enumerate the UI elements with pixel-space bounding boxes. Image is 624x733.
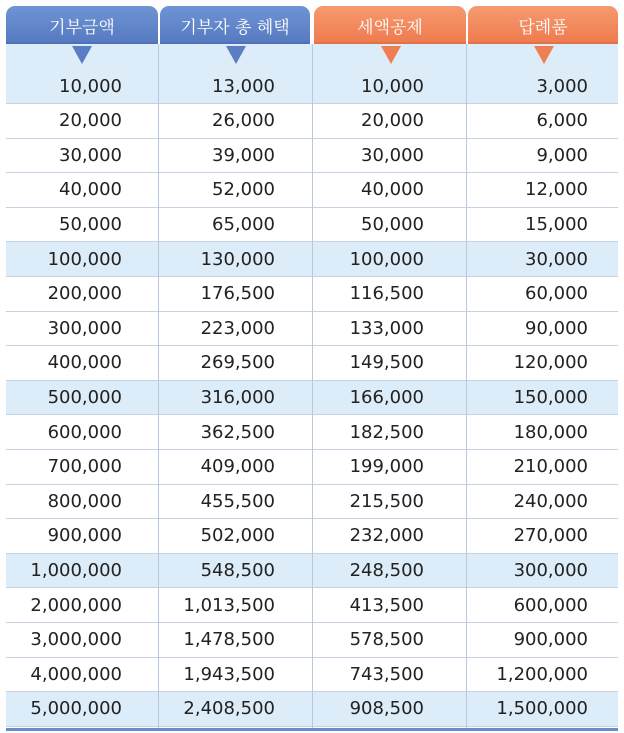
column-divider — [466, 44, 467, 730]
cell-donation-amount: 300,000 — [47, 317, 122, 339]
cell-donation-amount: 2,000,000 — [30, 594, 122, 616]
header-total-benefit: 기부자 총 혜택 — [160, 6, 310, 44]
cell-tax-deduction: 578,500 — [349, 629, 424, 651]
cell-total-benefit: 269,500 — [200, 352, 275, 374]
cell-total-benefit: 1,943,500 — [183, 663, 275, 685]
header-tax-deduction: 세액공제 — [314, 6, 466, 44]
cell-gift: 6,000 — [536, 110, 588, 132]
cell-donation-amount: 50,000 — [59, 214, 122, 236]
cell-donation-amount: 20,000 — [59, 110, 122, 132]
cell-total-benefit: 26,000 — [212, 110, 275, 132]
cell-tax-deduction: 166,000 — [349, 387, 424, 409]
cell-tax-deduction: 20,000 — [361, 110, 424, 132]
cell-total-benefit: 1,013,500 — [183, 594, 275, 616]
header-arrow-icon — [226, 46, 246, 64]
cell-gift: 240,000 — [513, 490, 588, 512]
cell-gift: 120,000 — [513, 352, 588, 374]
cell-donation-amount: 100,000 — [47, 248, 122, 270]
cell-gift: 600,000 — [513, 594, 588, 616]
cell-gift: 15,000 — [525, 214, 588, 236]
table-header — [6, 6, 618, 44]
cell-tax-deduction: 116,500 — [349, 283, 424, 305]
cell-tax-deduction: 50,000 — [361, 214, 424, 236]
header-arrow-icon — [72, 46, 92, 64]
cell-total-benefit: 1,478,500 — [183, 629, 275, 651]
cell-tax-deduction: 743,500 — [349, 663, 424, 685]
cell-tax-deduction: 232,000 — [349, 525, 424, 547]
cell-gift: 12,000 — [525, 179, 588, 201]
cell-total-benefit: 362,500 — [200, 421, 275, 443]
cell-total-benefit: 502,000 — [200, 525, 275, 547]
cell-gift: 1,500,000 — [496, 698, 588, 720]
cell-tax-deduction: 30,000 — [361, 144, 424, 166]
cell-donation-amount: 800,000 — [47, 490, 122, 512]
column-divider — [312, 44, 313, 730]
cell-tax-deduction: 133,000 — [349, 317, 424, 339]
cell-total-benefit: 2,408,500 — [183, 698, 275, 720]
cell-total-benefit: 65,000 — [212, 214, 275, 236]
header-arrow-icon — [381, 46, 401, 64]
cell-gift: 300,000 — [513, 560, 588, 582]
cell-donation-amount: 400,000 — [47, 352, 122, 374]
cell-gift: 9,000 — [536, 144, 588, 166]
cell-gift: 90,000 — [525, 317, 588, 339]
cell-total-benefit: 39,000 — [212, 144, 275, 166]
cell-total-benefit: 52,000 — [212, 179, 275, 201]
cell-donation-amount: 200,000 — [47, 283, 122, 305]
cell-donation-amount: 900,000 — [47, 525, 122, 547]
cell-donation-amount: 5,000,000 — [30, 698, 122, 720]
cell-tax-deduction: 182,500 — [349, 421, 424, 443]
cell-tax-deduction: 215,500 — [349, 490, 424, 512]
cell-tax-deduction: 40,000 — [361, 179, 424, 201]
cell-total-benefit: 13,000 — [212, 76, 275, 97]
cell-total-benefit: 455,500 — [200, 490, 275, 512]
cell-tax-deduction: 908,500 — [349, 698, 424, 720]
cell-donation-amount: 4,000,000 — [30, 663, 122, 685]
cell-donation-amount: 600,000 — [47, 421, 122, 443]
cell-tax-deduction: 149,500 — [349, 352, 424, 374]
table-bottom-border — [6, 728, 618, 731]
cell-donation-amount: 3,000,000 — [30, 629, 122, 651]
cell-gift: 60,000 — [525, 283, 588, 305]
cell-gift: 150,000 — [513, 387, 588, 409]
cell-gift: 900,000 — [513, 629, 588, 651]
cell-gift: 180,000 — [513, 421, 588, 443]
cell-gift: 3,000 — [536, 76, 588, 97]
cell-donation-amount: 500,000 — [47, 387, 122, 409]
column-divider — [158, 44, 159, 730]
cell-total-benefit: 409,000 — [200, 456, 275, 478]
cell-donation-amount: 1,000,000 — [30, 560, 122, 582]
cell-total-benefit: 548,500 — [200, 560, 275, 582]
cell-donation-amount: 10,000 — [59, 76, 122, 97]
cell-donation-amount: 30,000 — [59, 144, 122, 166]
cell-total-benefit: 223,000 — [200, 317, 275, 339]
header-arrow-icon — [534, 46, 554, 64]
header-gift: 답례품 — [468, 6, 618, 44]
cell-tax-deduction: 100,000 — [349, 248, 424, 270]
cell-gift: 1,200,000 — [496, 663, 588, 685]
cell-gift: 270,000 — [513, 525, 588, 547]
cell-gift: 210,000 — [513, 456, 588, 478]
cell-total-benefit: 130,000 — [200, 248, 275, 270]
cell-donation-amount: 700,000 — [47, 456, 122, 478]
cell-tax-deduction: 413,500 — [349, 594, 424, 616]
cell-total-benefit: 316,000 — [200, 387, 275, 409]
cell-total-benefit: 176,500 — [200, 283, 275, 305]
cell-tax-deduction: 10,000 — [361, 76, 424, 97]
cell-tax-deduction: 248,500 — [349, 560, 424, 582]
cell-donation-amount: 40,000 — [59, 179, 122, 201]
cell-tax-deduction: 199,000 — [349, 456, 424, 478]
cell-gift: 30,000 — [525, 248, 588, 270]
header-donation-amount: 기부금액 — [6, 6, 158, 44]
